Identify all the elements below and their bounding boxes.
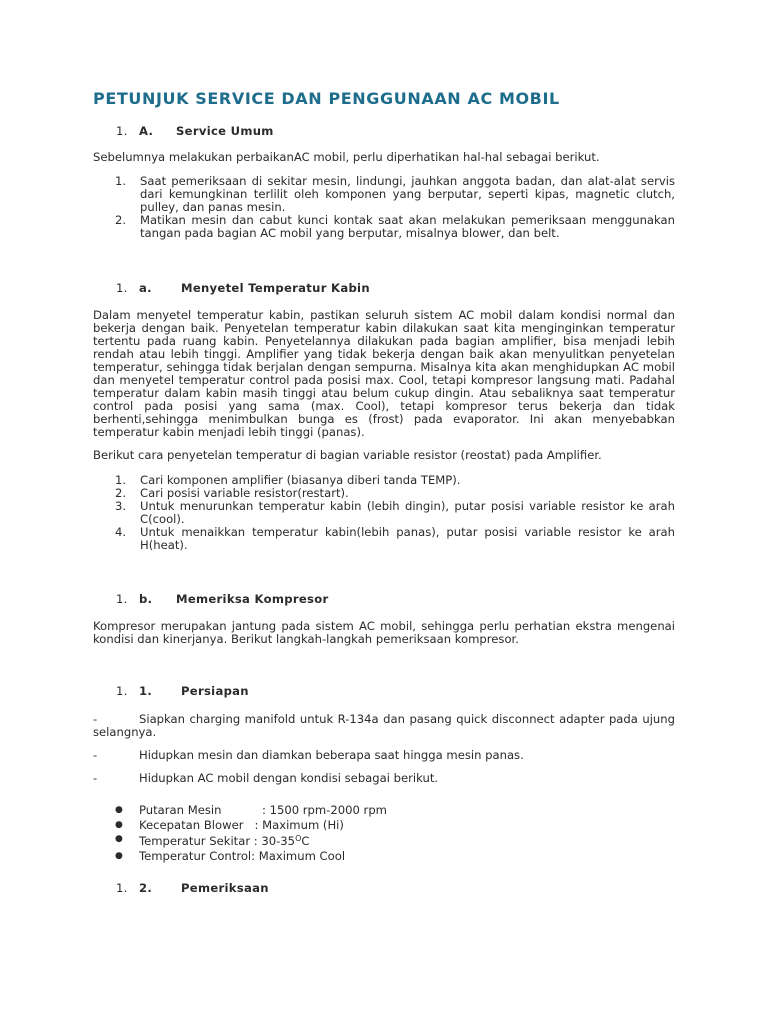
section-letter: 1. xyxy=(139,684,153,698)
bullet-marker: ● xyxy=(115,805,123,815)
kompresor-paragraph: Kompresor merupakan jantung pada sistem AC mobil, sehingga perlu perhatian ekstra mengenai kondisi dan kinerjanya. Berikut langkah-langkah pemeriksaan kompresor. xyxy=(93,619,675,646)
list-item xyxy=(93,832,675,849)
section-number: 1. xyxy=(116,281,128,295)
dash-marker: - xyxy=(93,771,98,785)
condition-text: Putaran Mesin : 1500 rpm-2000 rpm xyxy=(139,803,387,817)
list-number: 1. xyxy=(115,473,127,487)
list-text: Matikan mesin dan cabut kunci kontak saat akan melakukan pemeriksaan menggunakan tangan pada bagian AC mobil yang berputar, misalnya blower, dan belt. xyxy=(140,213,675,240)
bullet-marker: ● xyxy=(115,834,123,844)
section-title: Service Umum xyxy=(176,124,274,138)
section-number: 1. xyxy=(116,592,128,606)
list-item xyxy=(93,818,675,833)
list-item xyxy=(93,803,675,818)
section-heading-pemeriksaan xyxy=(93,880,675,896)
list-item xyxy=(93,175,675,214)
dash-text: Hidupkan AC mobil dengan kondisi sebagai berikut. xyxy=(139,771,439,785)
section-heading-kompresor xyxy=(93,591,675,607)
section-number: 1. xyxy=(116,684,128,698)
list-text: Saat pemeriksaan di sekitar mesin, lindungi, jauhkan anggota badan, dan alat-alat servis dari kemungkinan terlilit oleh komponen yang berputar, seperti kipas, magnetic clutch, pulley, dan panas mesin. xyxy=(140,174,675,214)
service-intro: Sebelumnya melakukan perbaikanAC mobil, perlu diperhatikan hal-hal sebagai berikut. xyxy=(93,150,600,164)
section-heading-temperatur xyxy=(93,280,675,296)
condition-text: Kecepatan Blower : Maximum (Hi) xyxy=(139,817,344,832)
dash-item xyxy=(93,772,675,785)
section-title: Pemeriksaan xyxy=(181,881,269,895)
list-item xyxy=(93,849,675,864)
section-letter: b. xyxy=(139,592,153,606)
list-number: 1. xyxy=(115,174,127,188)
section-title: Memeriksa Kompresor xyxy=(176,592,329,606)
dash-marker: - xyxy=(93,712,98,726)
service-list xyxy=(93,175,675,240)
temperature-steps xyxy=(93,474,675,552)
condition-text: Temperatur Sekitar : 30-35 xyxy=(139,834,296,848)
bullet-marker: ● xyxy=(115,850,123,861)
conditions-list xyxy=(93,803,675,863)
document-title: PETUNJUK SERVICE DAN PENGGUNAAN AC MOBIL xyxy=(93,89,560,108)
list-number: 2. xyxy=(115,213,127,227)
bullet-marker: ● xyxy=(115,819,123,830)
dash-text: Hidupkan mesin dan diamkan beberapa saat hingga mesin panas. xyxy=(139,748,524,762)
dash-marker: - xyxy=(93,748,98,762)
list-text: Untuk menurunkan temperatur kabin (lebih dingin), putar posisi variable resistor ke arah C(cool). xyxy=(140,499,675,526)
section-letter: A. xyxy=(139,124,154,138)
document-page xyxy=(93,86,675,896)
list-number: 4. xyxy=(115,525,127,539)
preparation-steps xyxy=(93,713,675,785)
section-heading-service-umum xyxy=(93,123,675,139)
list-item xyxy=(93,500,675,526)
section-letter: a. xyxy=(139,281,152,295)
section-letter: 2. xyxy=(139,881,153,895)
dash-text: Siapkan charging manifold untuk R-134a dan pasang quick disconnect adapter pada ujung selangnya. xyxy=(93,712,675,739)
list-item xyxy=(93,526,675,552)
list-text: Untuk menaikkan temperatur kabin(lebih panas), putar posisi variable resistor ke arah H(heat). xyxy=(140,525,675,552)
list-number: 3. xyxy=(115,499,127,513)
dash-item xyxy=(93,749,675,762)
temperature-intro: Berikut cara penyetelan temperatur di bagian variable resistor (reostat) pada Amplifier. xyxy=(93,448,602,462)
dash-item xyxy=(93,713,675,739)
section-heading-persiapan xyxy=(93,683,675,699)
section-number: 1. xyxy=(116,881,128,895)
list-number: 2. xyxy=(115,486,127,500)
list-item xyxy=(93,214,675,240)
section-title: Persiapan xyxy=(181,684,249,698)
list-text: Cari komponen amplifier (biasanya diberi tanda TEMP). xyxy=(140,473,461,487)
degree-mark: O xyxy=(295,834,302,843)
condition-text: Temperatur Control: Maximum Cool xyxy=(139,848,346,863)
section-number: 1. xyxy=(116,124,128,138)
temperature-paragraph: Dalam menyetel temperatur kabin, pastikan seluruh sistem AC mobil dalam kondisi normal dan bekerja dengan baik. Penyetelan temperatur kabin dilakukan saat kita menginginkan temperatur tertentu pada ruang kabin. Penyetelannya dilakukan pada bagian amplifier, bisa menjadi lebih rendah atau lebih tinggi. Amplifier yang tidak bekerja dengan baik akan menyulitkan penyetelan temperatur, sehingga tidak berjalan dengan sempurna. Misalnya kita akan menghidupkan AC mobil dan menyetel temperatur control pada posisi max. Cool, tetapi kompresor langsung mati. Padahal temperatur dalam kabin masih tinggi atau belum cukup dingin. Atau sebaliknya saat temperatur control pada posisi yang sama (max. Cool), tetapi kompresor terus bekerja dan tidak berhenti,sehingga menimbulkan bunga es (frost) pada evaporator. Ini akan menyebabkan temperatur kabin menjadi lebih tinggi (panas). xyxy=(93,308,675,439)
degree-unit: C xyxy=(301,834,310,848)
list-text: Cari posisi variable resistor(restart). xyxy=(140,486,349,500)
section-title: Menyetel Temperatur Kabin xyxy=(181,281,370,295)
